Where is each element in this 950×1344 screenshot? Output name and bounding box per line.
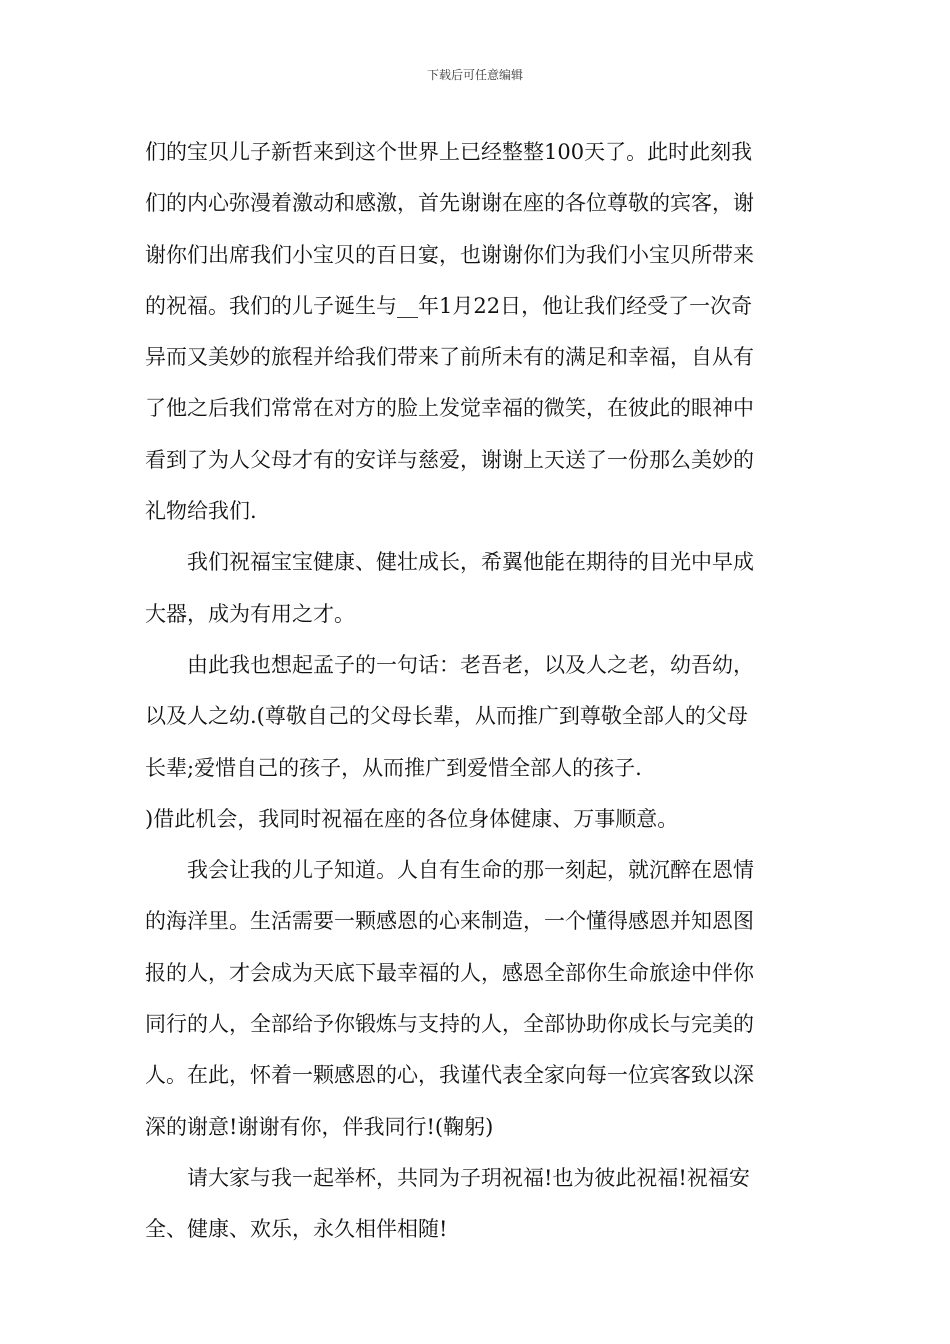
text-line: 人。在此，怀着一颗感恩的心，我谨代表全家向每一位宾客致以深 bbox=[145, 1063, 754, 1088]
text-line: 的祝福。我们的儿子诞生与__年1月22日，他让我们经受了一次奇 bbox=[145, 293, 753, 318]
text-line: 由此我也想起孟子的一句话：老吾老，以及人之老，幼吾幼， bbox=[187, 652, 754, 677]
page-header: 下载后可任意编辑 bbox=[426, 68, 523, 82]
text-line: 大器，成为有用之才。 bbox=[145, 601, 355, 626]
text-line: 长辈;爱惜自己的孩子，从而推广到爱惜全部人的孩子. bbox=[145, 755, 642, 780]
text-line: 请大家与我一起举杯，共同为子玥祝福!也为彼此祝福!祝福安 bbox=[187, 1165, 750, 1190]
document-body bbox=[145, 130, 805, 1259]
text-line: 同行的人，全部给予你锻炼与支持的人，全部协助你成长与完美的 bbox=[145, 1012, 754, 1037]
text-line: 报的人，才会成为天底下最幸福的人，感恩全部你生命旅途中伴你 bbox=[145, 960, 754, 985]
text-line: 们的内心弥漫着激动和感激，首先谢谢在座的各位尊敬的宾客，谢 bbox=[145, 191, 754, 216]
text-line: 我会让我的儿子知道。人自有生命的那一刻起，就沉醉在恩情 bbox=[187, 858, 754, 883]
text-line: 了他之后我们常常在对方的脸上发觉幸福的微笑，在彼此的眼神中 bbox=[145, 396, 754, 421]
text-line: 以及人之幼.(尊敬自己的父母长辈，从而推广到尊敬全部人的父母 bbox=[145, 704, 748, 729]
text-line: )借此机会，我同时祝福在座的各位身体健康、万事顺意。 bbox=[145, 806, 679, 831]
text-line: 全、健康、欢乐，永久相伴相随! bbox=[145, 1217, 448, 1242]
text-line: 们的宝贝儿子新哲来到这个世界上已经整整100天了。此时此刻我 bbox=[145, 140, 753, 164]
text-line: 看到了为人父母才有的安详与慈爱，谢谢上天送了一份那么美妙的 bbox=[145, 447, 754, 472]
text-line: 深的谢意!谢谢有你，伴我同行!(鞠躬) bbox=[145, 1114, 494, 1139]
text-line: 我们祝福宝宝健康、健壮成长，希翼他能在期待的目光中早成 bbox=[187, 550, 754, 575]
text-line: 异而又美妙的旅程并给我们带来了前所未有的满足和幸福，自从有 bbox=[145, 345, 754, 370]
text-line: 的海洋里。生活需要一颗感恩的心来制造，一个懂得感恩并知恩图 bbox=[145, 909, 754, 934]
text-line: 谢你们出席我们小宝贝的百日宴，也谢谢你们为我们小宝贝所带来 bbox=[145, 242, 754, 267]
text-line: 礼物给我们. bbox=[145, 499, 257, 524]
